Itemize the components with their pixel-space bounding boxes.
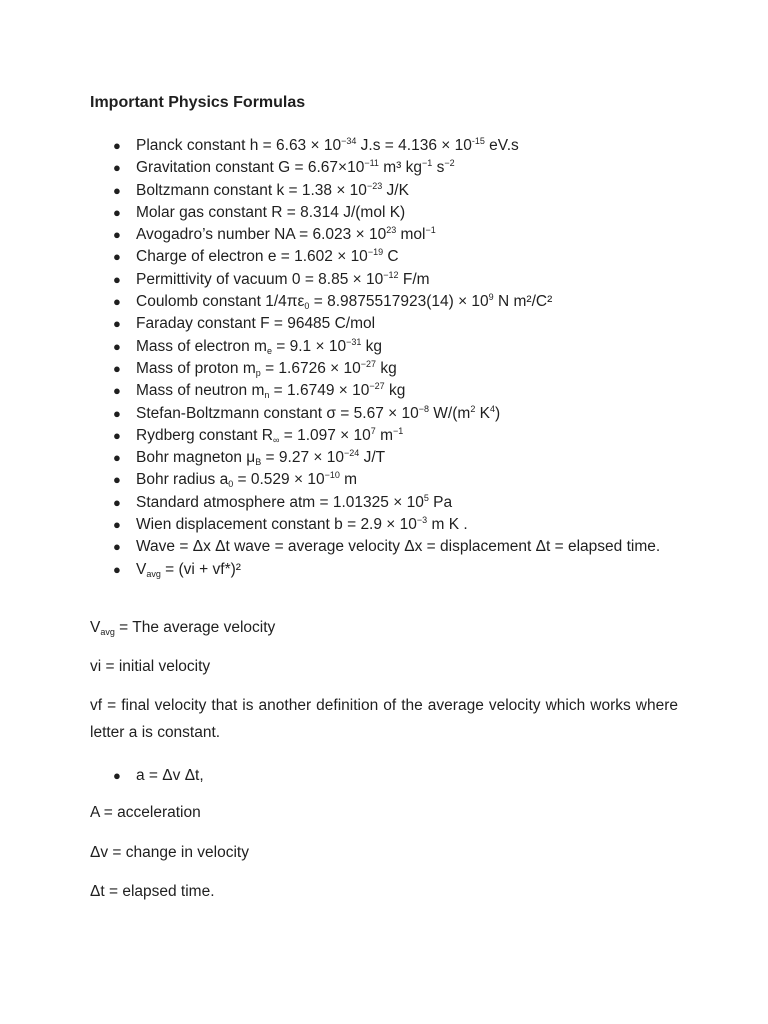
list-item: ● Mass of neutron $m_n = 1.6749 \times 10^{-27}$ kg [112,380,692,402]
definition-vavg: $V_{avg}$ = The average velocity [90,619,276,637]
list-item: ● Mass of proton $m_p = 1.6726 \times 10^{-27}$ kg [112,358,692,380]
bullet-icon: ● [113,294,121,310]
list-item: ● Bohr magneton $\mu_B = 9.27 \times 10^{-24}$ J/T [112,447,692,469]
list-item: ● Avogadro’s number NA = $6.023 \times 10^{23}$ mol$^{-1}$ [112,224,692,246]
page-title: Important Physics Formulas [90,94,306,111]
list-item: ● Molar gas constant R = 8.314 J/(mol K) [112,202,692,224]
bullet-icon: ● [113,517,121,533]
list-item: ● Mass of electron $m_e = 9.1 \times 10^{-31}$ kg [112,336,692,358]
list-item: ● Coulomb constant $1/4\pi\varepsilon_0 = 8.9875517923(14) \times 10^9$ N m²/C² [112,291,692,313]
bullet-icon: ● [113,768,121,783]
list-item: ● Planck constant $h = 6.63 \times 10^{-34}$ $J.s = 4.136 \times 10^{-15}$ eV.s [112,135,692,157]
bullet-icon: ● [113,182,121,198]
definition-delta-t: Δt = elapsed time. [90,883,215,900]
list-item: ● a = Δv Δt, [112,765,204,787]
definition-delta-v: Δv = change in velocity [90,844,249,861]
bullet-icon: ● [113,539,121,555]
bullet-icon: ● [113,138,121,153]
bullet-icon: ● [113,427,121,443]
list-item: ● Stefan-Boltzmann constant $\sigma = 5.67 \times 10^{-8}$ $W/(m^2$ $K^4$) [112,403,692,425]
bullet-icon: ● [113,271,121,287]
bullet-icon: ● [113,160,121,176]
list-item: ● Standard atmosphere atm = $1.01325 \times 10^5$ Pa [112,492,692,514]
bullet-icon: ● [113,316,121,332]
bullet-icon: ● [113,360,121,376]
list-item: ● Charge of electron $e = 1.602 \times 10^{-19}$ C [112,246,692,268]
list-item: ● Wien displacement constant $b = 2.9 \times 10^{-3}$ m K . [112,514,692,536]
list-item: ● Gravitation constant $G = 6.67\times 10^{-11}$ m³ $kg^{-1}$ $s^{-2}$ [112,157,692,179]
list-item: ● Permittivity of vacuum $0 = 8.85 \times 10^{-12}$ F/m [112,269,692,291]
acceleration-list [112,765,204,787]
list-item: ● Boltzmann constant $k = 1.38 \times 10^{-23}$ J/K [112,180,692,202]
bullet-icon: ● [113,249,121,265]
definition-vf: vf = final velocity that is another definition of the average velocity which works where letter a is constant. [90,697,678,741]
list-item: ● Faraday constant F = 96485 C/mol [112,313,692,335]
bullet-icon: ● [113,383,121,399]
definition-vi: vi = initial velocity [90,658,211,675]
bullet-icon: ● [113,450,121,466]
list-item: ● Rydberg constant $R_\infty = 1.097 \times 10^7$ $m^{-1}$ [112,425,692,447]
list-item: ● $V_{avg} = (vi + vf*)^2$ [112,559,692,581]
bullet-icon: ● [113,204,121,220]
bullet-icon: ● [113,561,121,577]
bullet-icon: ● [113,227,121,243]
definition-acceleration: A = acceleration [90,804,201,821]
list-item: ● Wave = Δx Δt wave = average velocity Δx = displacement Δt = elapsed time. [112,536,692,558]
bullet-icon: ● [113,338,121,354]
formula-list [112,135,692,581]
bullet-icon: ● [113,405,121,421]
bullet-icon: ● [113,494,121,510]
list-item: ● Bohr radius $a_0 = 0.529 \times 10^{-10}$ m [112,469,692,491]
bullet-icon: ● [113,472,121,488]
